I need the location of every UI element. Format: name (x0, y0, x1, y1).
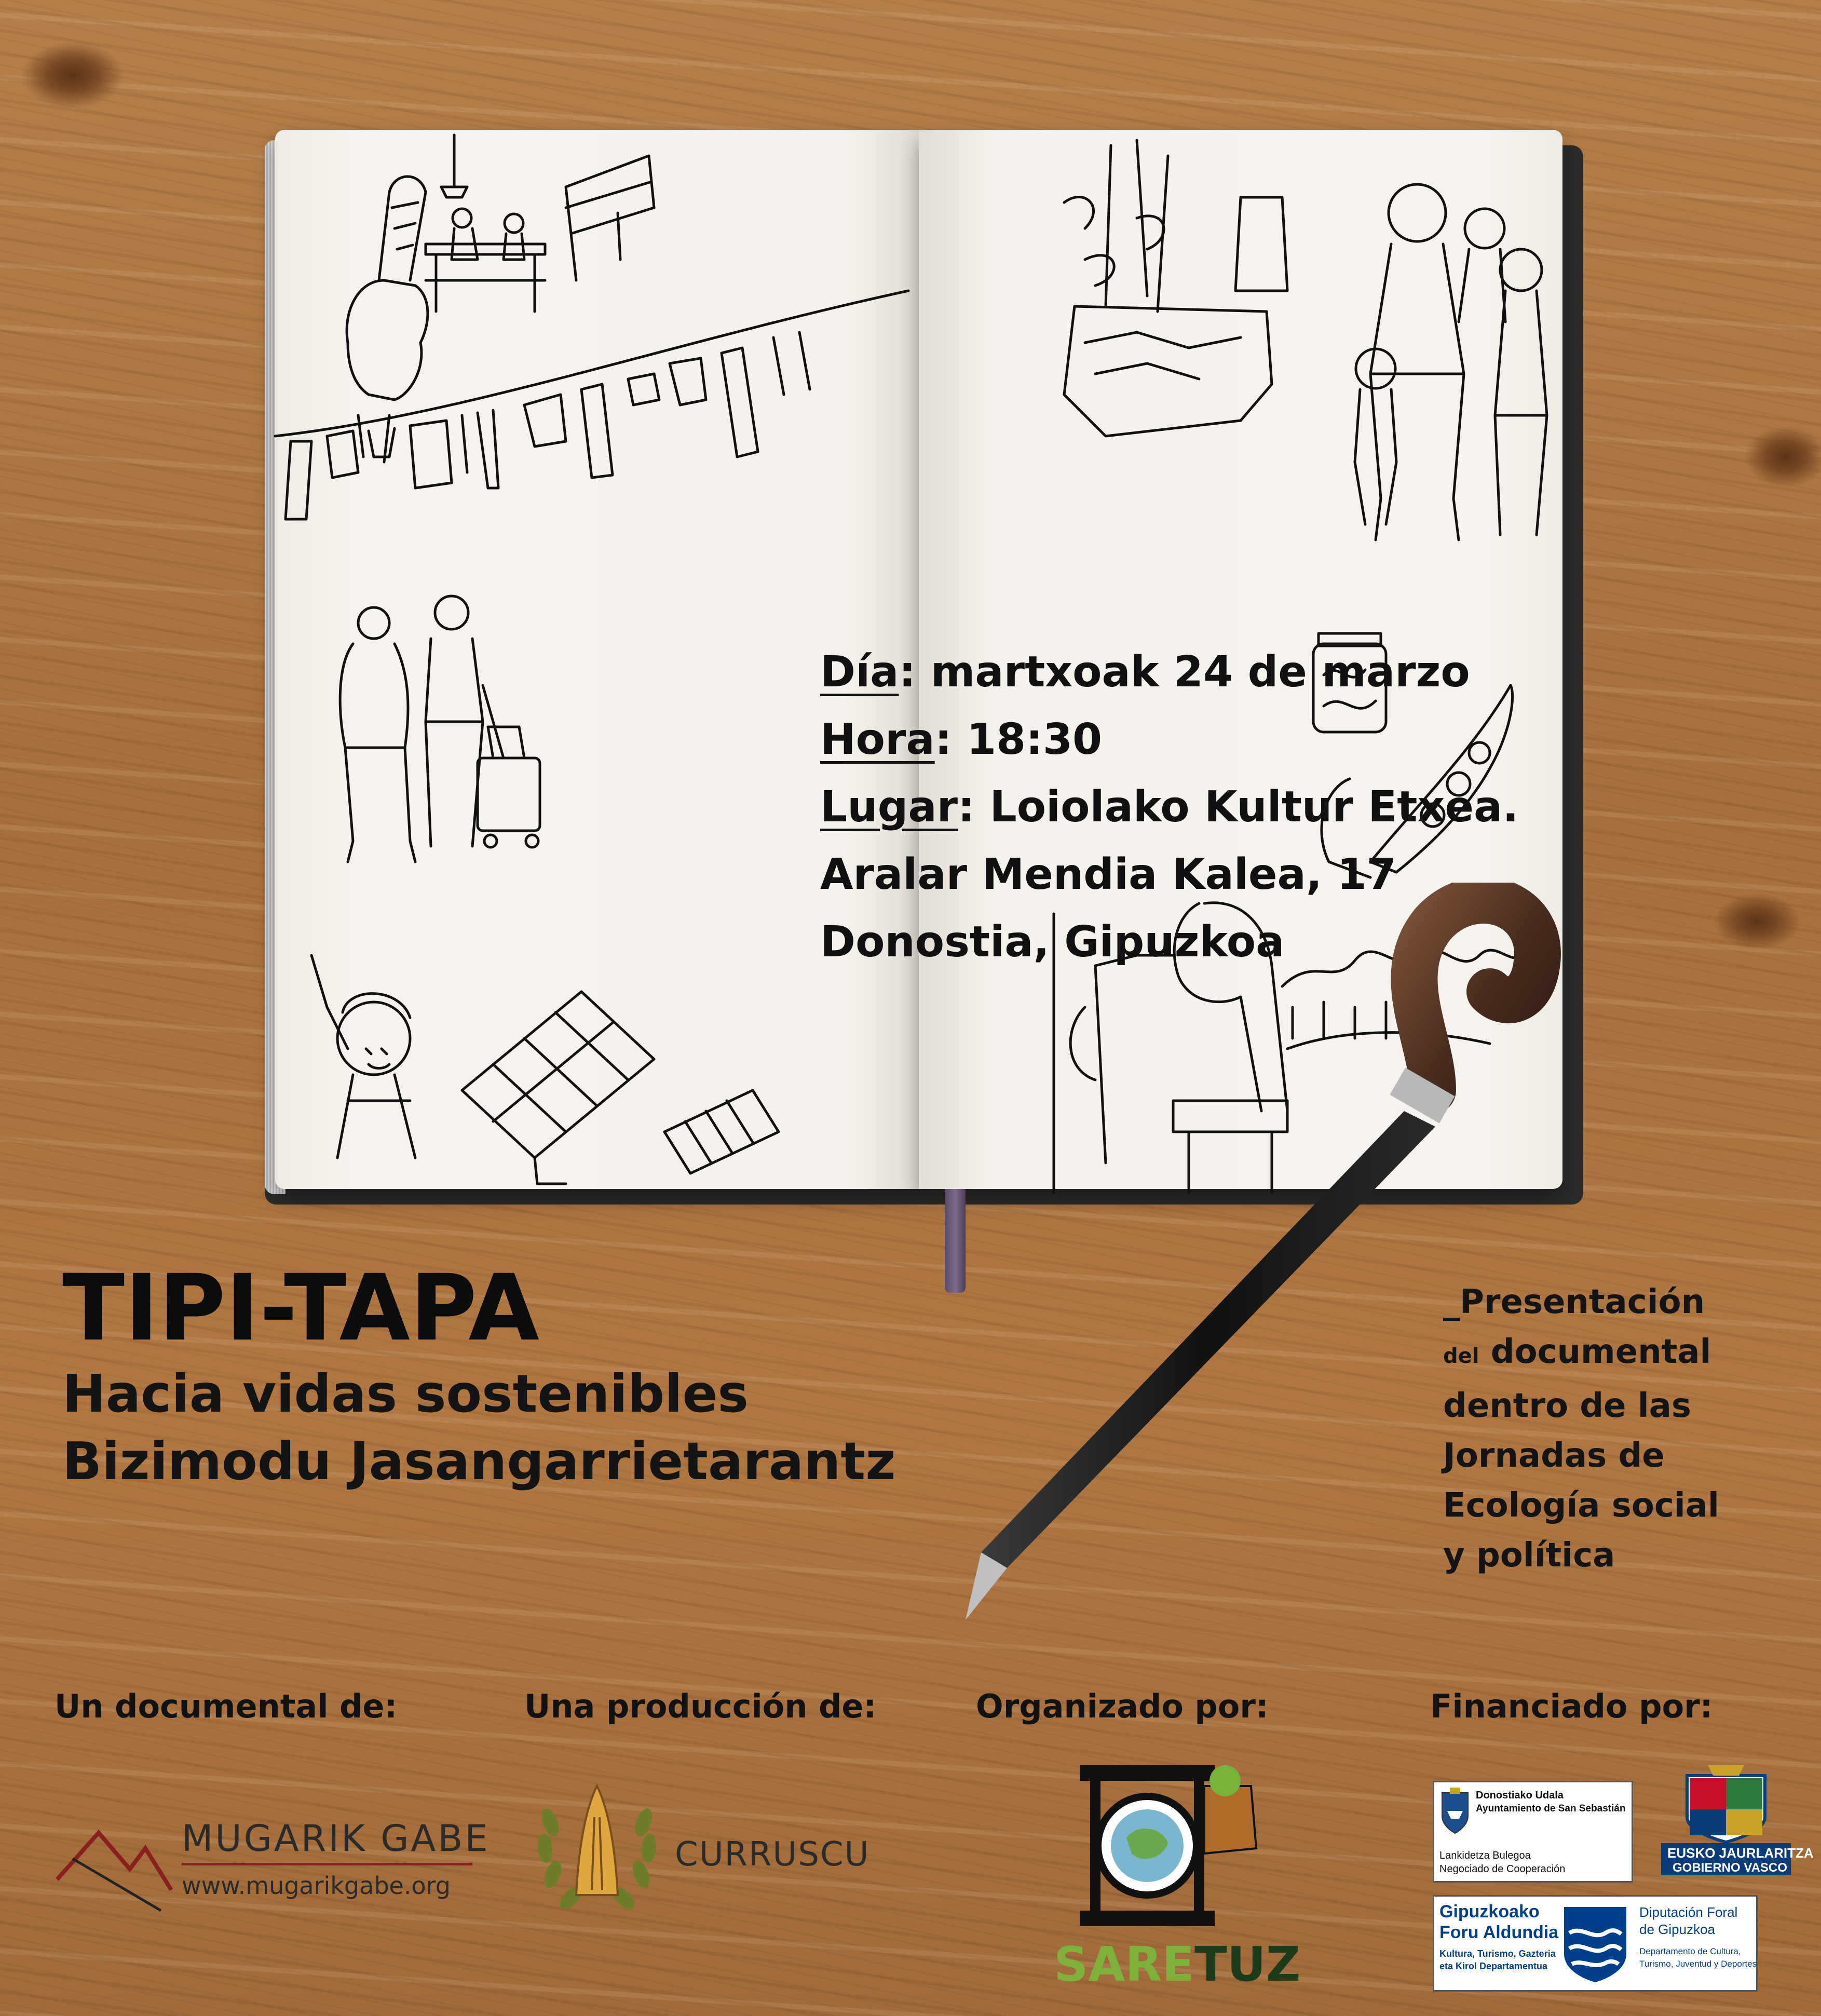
wood-knot (21, 42, 125, 109)
donostia-line4: Negociado de Cooperación (1439, 1863, 1566, 1875)
donostia-logo (1433, 1781, 1633, 1883)
gipuzkoa-eu-line2: Foru Aldundia (1439, 1923, 1559, 1942)
mugarik-name: MUGARIK GABE (182, 1817, 490, 1860)
saretuz-part1: SARE (1054, 1937, 1195, 1992)
note-line-2-text: documental (1490, 1333, 1711, 1371)
mugarik-mountain-icon (52, 1802, 176, 1916)
gipuzkoa-es-line2: de Gipuzkoa (1639, 1922, 1715, 1937)
couple-walking-sketch (340, 596, 540, 862)
eusko-line2: GOBIERNO VASCO (1673, 1861, 1787, 1875)
curruscu-logo (529, 1776, 882, 1921)
basque-government-shield-icon (1677, 1765, 1775, 1843)
donostia-shield-icon (1439, 1788, 1471, 1834)
gipuzkoa-eu-line1: Gipuzkoako (1439, 1902, 1540, 1922)
note-line-1-text: Presentación (1460, 1283, 1705, 1321)
donostia-line2: Ayuntamiento de San Sebastián (1476, 1803, 1626, 1814)
gipuzkoa-shield-icon (1559, 1902, 1632, 1985)
event-day (820, 639, 1599, 706)
family-sketch (1355, 184, 1547, 540)
gipuzkoa-es-line4: Turismo, Juventud y Deportes (1639, 1959, 1757, 1969)
credit-production-label: Una producción de: (524, 1687, 877, 1725)
event-place-value: : Loiolako Kultur Etxea. (958, 782, 1519, 832)
gipuzkoa-eu-line4: eta Kirol Departamentua (1439, 1961, 1548, 1971)
main-title: TIPI-TAPA (62, 1255, 539, 1361)
mugarik-gabe-logo (52, 1802, 490, 1916)
event-address-line2: Donostia, Gipuzkoa (820, 917, 1285, 967)
table-sketch (426, 209, 545, 312)
eusko-label-box (1661, 1843, 1814, 1875)
gipuzkoa-logo (1433, 1895, 1758, 1992)
note-line-2-small: del (1443, 1344, 1479, 1368)
saretuz-wordmark (1054, 1937, 1300, 1992)
donostia-line3: Lankidetza Bulegoa (1439, 1850, 1531, 1861)
event-time-value: : 18:30 (934, 715, 1103, 764)
eusko-line1: EUSKO JAURLARITZA (1667, 1845, 1814, 1861)
event-address-line1: Aralar Mendia Kalea, 17 (820, 850, 1396, 899)
note-line-6: y política (1443, 1536, 1615, 1575)
gipuzkoa-eu-line3: Kultura, Turismo, Gazteria (1439, 1949, 1556, 1959)
girl-sketch (311, 955, 415, 1158)
eusko-jaurlaritza-logo (1661, 1765, 1814, 1875)
market-tree-sketch (1064, 140, 1287, 436)
donostia-line1: Donostiako Udala (1476, 1790, 1564, 1801)
subtitle-basque: Bizimodu Jasangarrietarantz (62, 1431, 896, 1492)
event-day-label: Día (820, 647, 899, 697)
note-line-4: Jornadas de (1443, 1437, 1665, 1475)
solar-panel-sketch (462, 992, 779, 1184)
clothesline-sketch (275, 291, 908, 519)
mugarik-url: www.mugarikgabe.org (182, 1872, 451, 1900)
event-time (820, 706, 1599, 774)
event-day-value: : martxoak 24 de marzo (899, 647, 1470, 697)
curruscu-name: CURRUSCU (675, 1835, 870, 1874)
credit-documentary-label: Un documental de: (55, 1687, 398, 1725)
note-line-3: dentro de las (1443, 1387, 1691, 1425)
gipuzkoa-es-line3: Departamento de Cultura, (1639, 1946, 1741, 1956)
event-place (820, 774, 1599, 841)
wood-knot (1744, 426, 1821, 488)
mugarik-underline (182, 1863, 472, 1865)
saretuz-logo (1049, 1755, 1301, 1994)
event-place-label: Lugar (820, 782, 958, 832)
shelf-sketch (566, 156, 654, 280)
credit-organized-label: Organizado por: (976, 1687, 1269, 1725)
saretuz-emblem-icon (1049, 1755, 1272, 1942)
gipuzkoa-es-line1: Diputación Foral (1639, 1904, 1738, 1920)
event-time-label: Hora (820, 715, 935, 764)
saretuz-part2: TUZ (1194, 1937, 1301, 1992)
note-line-5: Ecología social (1443, 1486, 1719, 1525)
note-line-2 (1443, 1327, 1781, 1381)
note-line-1 (1443, 1277, 1781, 1327)
laurel-icon (529, 1776, 664, 1921)
lamp-sketch (441, 135, 467, 197)
title-block (62, 1256, 1100, 1495)
note-prefix: _ (1443, 1283, 1460, 1321)
credit-funded-label: Financiado por: (1430, 1687, 1713, 1725)
wood-knot (1713, 893, 1801, 950)
subtitle-spanish: Hacia vidas sostenibles (62, 1363, 749, 1424)
presentation-note (1443, 1277, 1781, 1580)
